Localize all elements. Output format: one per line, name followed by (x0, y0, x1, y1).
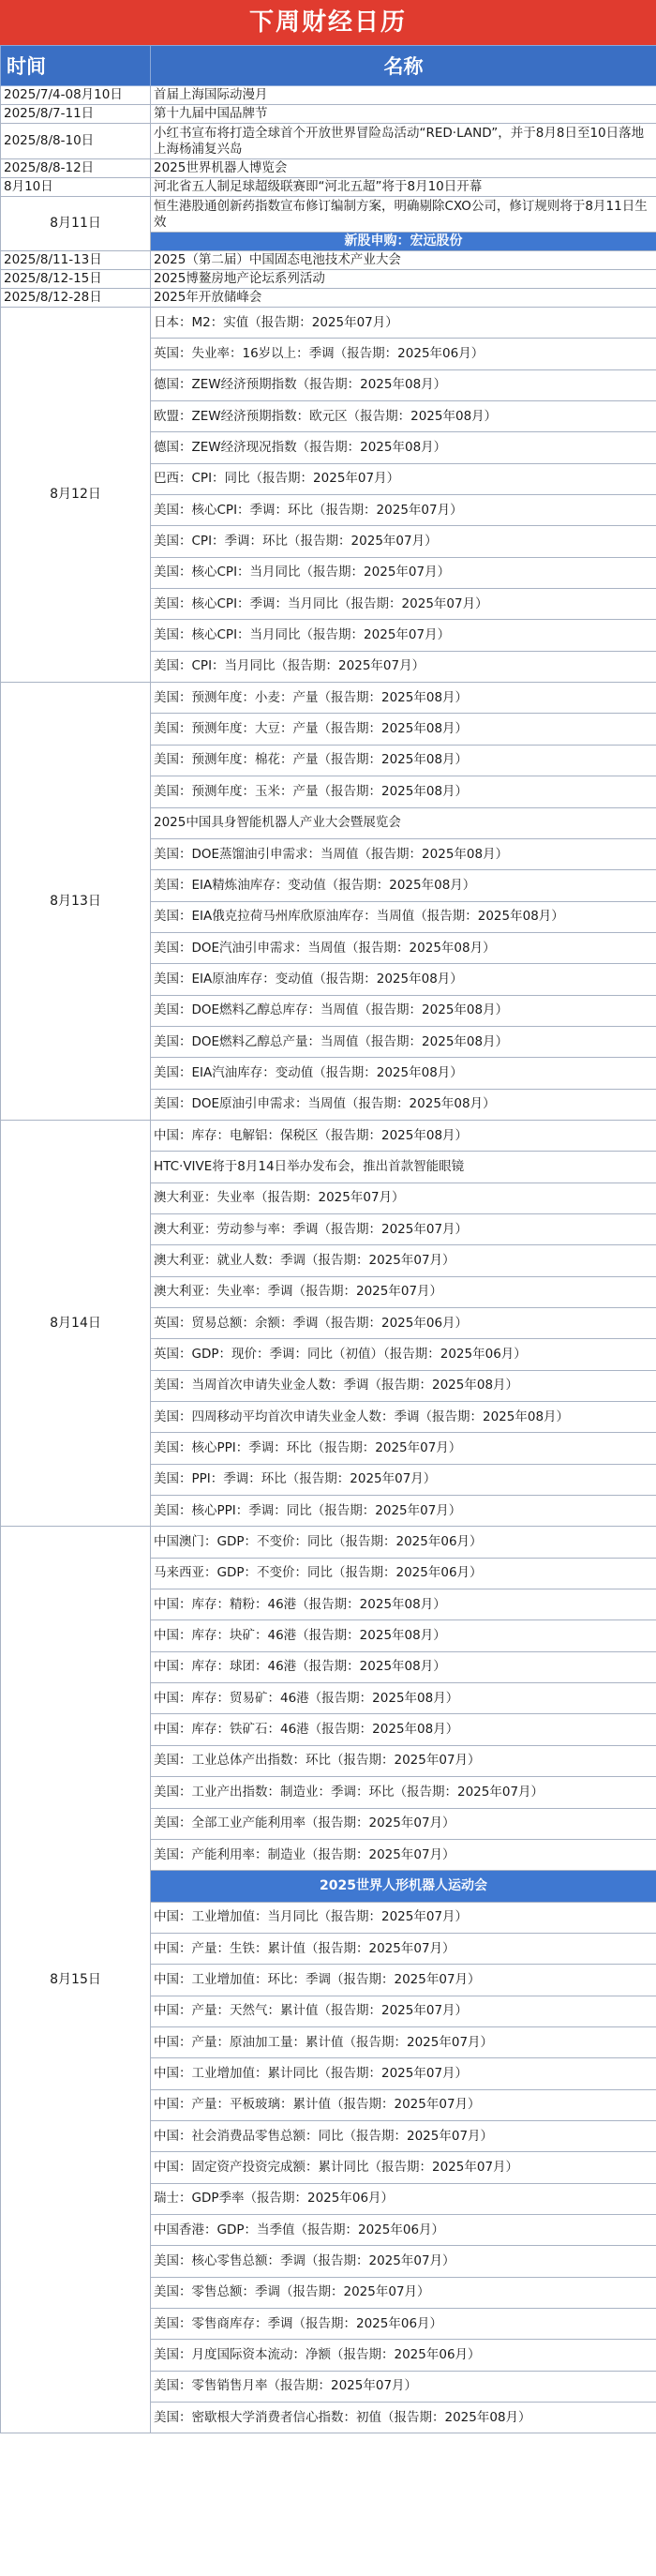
row-name: HTC·VIVE将于8月14日举办发布会，推出首款智能眼镜 (151, 1152, 656, 1183)
row-name: 巴西：CPI：同比（报告期：2025年07月） (151, 463, 656, 494)
row-name: 美国：EIA原油库存：变动值（报告期：2025年08月） (151, 964, 656, 995)
row-name: 美国：预测年度：小麦：产量（报告期：2025年08月） (151, 683, 656, 714)
row-name: 中国：工业增加值：累计同比（报告期：2025年07月） (151, 2058, 656, 2089)
row-name: 中国澳门：GDP：不变价：同比（报告期：2025年06月） (151, 1527, 656, 1558)
row-name: 德国：ZEW经济现况指数（报告期：2025年08月） (151, 432, 656, 463)
row-name: 美国：预测年度：大豆：产量（报告期：2025年08月） (151, 714, 656, 745)
row-time: 2025/8/7-11日 (1, 105, 151, 124)
row-name: 美国：DOE燃料乙醇总产量：当周值（报告期：2025年08月） (151, 1026, 656, 1057)
row-name: 美国：预测年度：玉米：产量（报告期：2025年08月） (151, 776, 656, 807)
row-name: 恒生港股通创新药指数宣布修订编制方案，明确剔除CXO公司，修订规则将于8月11日生效 (151, 197, 656, 233)
row-name: 美国：四周移动平均首次申请失业金人数：季调（报告期：2025年08月） (151, 1402, 656, 1433)
row-time: 2025/8/12-28日 (1, 289, 151, 308)
row-name: 美国：DOE蒸馏油引申需求：当周值（报告期：2025年08月） (151, 838, 656, 869)
table-row (1, 289, 656, 308)
banner-label: 新股申购：宏远股份 (151, 233, 656, 251)
row-name: 美国：DOE燃料乙醇总库存：当周值（报告期：2025年08月） (151, 995, 656, 1026)
row-name: 中国香港：GDP：当季值（报告期：2025年06月） (151, 2214, 656, 2245)
row-name: 美国：工业产出指数：制造业：季调：环比（报告期：2025年07月） (151, 1777, 656, 1808)
row-time: 2025/8/8-10日 (1, 124, 151, 159)
row-name: 小红书宣布将打造全球首个开放世界冒险岛活动“RED·LAND”，并于8月8日至10日落地上海杨浦复兴岛 (151, 124, 656, 159)
row-name: 美国：零售总额：季调（报告期：2025年07月） (151, 2277, 656, 2308)
row-name: 美国：核心零售总额：季调（报告期：2025年07月） (151, 2246, 656, 2277)
row-name: 美国：DOE原油引申需求：当周值（报告期：2025年08月） (151, 1089, 656, 1120)
row-name: 美国：PPI：季调：环比（报告期：2025年07月） (151, 1464, 656, 1495)
row-name: 澳大利亚：失业率：季调（报告期：2025年07月） (151, 1276, 656, 1307)
row-name: 马来西亚：GDP：不变价：同比（报告期：2025年06月） (151, 1558, 656, 1589)
row-name: 2025世界机器人博览会 (151, 159, 656, 178)
table-row (1, 178, 656, 197)
row-time: 8月10日 (1, 178, 151, 197)
table-row (1, 308, 656, 339)
row-name: 首届上海国际动漫月 (151, 86, 656, 105)
row-name: 2025年开放储峰会 (151, 289, 656, 308)
row-name: 中国：工业增加值：环比：季调（报告期：2025年07月） (151, 1965, 656, 1996)
row-name: 美国：核心CPI：季调：环比（报告期：2025年07月） (151, 495, 656, 526)
table-header-row (1, 46, 656, 86)
row-date: 8月14日 (1, 1120, 151, 1526)
row-name: 美国：核心CPI：当月同比（报告期：2025年07月） (151, 620, 656, 651)
row-time: 2025/8/11-13日 (1, 251, 151, 270)
row-time: 2025/8/12-15日 (1, 270, 151, 289)
row-name: 中国：产量：平板玻璃：累计值（报告期：2025年07月） (151, 2089, 656, 2120)
row-name: 美国：核心CPI：当月同比（报告期：2025年07月） (151, 557, 656, 588)
row-name: 美国：EIA精炼油库存：变动值（报告期：2025年08月） (151, 870, 656, 901)
row-name: 美国：全部工业产能利用率（报告期：2025年07月） (151, 1808, 656, 1839)
row-name: 美国：EIA俄克拉荷马州库欣原油库存：当周值（报告期：2025年08月） (151, 901, 656, 932)
row-name: 澳大利亚：失业率（报告期：2025年07月） (151, 1183, 656, 1213)
row-name: 中国：库存：贸易矿：46港（报告期：2025年08月） (151, 1683, 656, 1714)
table-row (1, 197, 656, 233)
row-date: 8月12日 (1, 308, 151, 683)
row-name: 美国：核心CPI：季调：当月同比（报告期：2025年07月） (151, 589, 656, 620)
row-name: 美国：核心PPI：季调：同比（报告期：2025年07月） (151, 1496, 656, 1527)
row-date: 8月13日 (1, 683, 151, 1121)
row-name: 美国：预测年度：棉花：产量（报告期：2025年08月） (151, 745, 656, 776)
row-name: 英国：GDP：现价：季调：同比（初值）（报告期：2025年06月） (151, 1339, 656, 1370)
page-title: 下周财经日历 (0, 0, 656, 45)
row-name: 2025博鳌房地产论坛系列活动 (151, 270, 656, 289)
table-row (1, 270, 656, 289)
row-name: 美国：工业总体产出指数：环比（报告期：2025年07月） (151, 1745, 656, 1776)
row-name: 美国：EIA汽油库存：变动值（报告期：2025年08月） (151, 1058, 656, 1089)
row-name: 英国：失业率：16岁以上：季调（报告期：2025年06月） (151, 339, 656, 369)
row-name: 英国：贸易总额：余额：季调（报告期：2025年06月） (151, 1308, 656, 1339)
row-name: 2025中国具身智能机器人产业大会暨展览会 (151, 807, 656, 838)
row-time: 2025/7/4-08月10日 (1, 86, 151, 105)
row-time: 2025/8/8-12日 (1, 159, 151, 178)
header-name: 名称 (151, 46, 656, 86)
row-date: 8月11日 (1, 197, 151, 251)
row-name: 美国：产能利用率：制造业（报告期：2025年07月） (151, 1839, 656, 1870)
row-name: 中国：库存：块矿：46港（报告期：2025年08月） (151, 1620, 656, 1651)
row-name: 第十九届中国品牌节 (151, 105, 656, 124)
banner-label: 2025世界人形机器人运动会 (151, 1871, 656, 1902)
row-name: 美国：密歇根大学消费者信心指数：初值（报告期：2025年08月） (151, 2403, 656, 2433)
row-name: 美国：核心PPI：季调：环比（报告期：2025年07月） (151, 1433, 656, 1464)
row-name: 中国：库存：球团：46港（报告期：2025年08月） (151, 1651, 656, 1682)
calendar-table (0, 45, 656, 2433)
table-row (1, 105, 656, 124)
table-row (1, 124, 656, 159)
row-name: 中国：工业增加值：当月同比（报告期：2025年07月） (151, 1902, 656, 1933)
row-name: 德国：ZEW经济预期指数（报告期：2025年08月） (151, 369, 656, 400)
row-name: 中国：库存：精粉：46港（报告期：2025年08月） (151, 1589, 656, 1620)
row-name: 美国：CPI：季调：环比（报告期：2025年07月） (151, 526, 656, 557)
row-name: 美国：零售商库存：季调（报告期：2025年06月） (151, 2309, 656, 2340)
row-date: 8月15日 (1, 1527, 151, 2433)
row-name: 美国：DOE汽油引申需求：当周值（报告期：2025年08月） (151, 932, 656, 963)
header-time: 时间 (1, 46, 151, 86)
table-body (1, 86, 656, 2433)
row-name: 中国：产量：天然气：累计值（报告期：2025年07月） (151, 1996, 656, 2026)
row-name: 美国：CPI：当月同比（报告期：2025年07月） (151, 651, 656, 682)
table-row (1, 159, 656, 178)
row-name: 中国：库存：铁矿石：46港（报告期：2025年08月） (151, 1714, 656, 1745)
table-row (1, 251, 656, 270)
row-name: 澳大利亚：劳动参与率：季调（报告期：2025年07月） (151, 1213, 656, 1244)
row-name: 2025（第二届）中国固态电池技术产业大会 (151, 251, 656, 270)
table-row (1, 1120, 656, 1151)
table-row (1, 1527, 656, 1558)
row-name: 美国：零售销售月率（报告期：2025年07月） (151, 2371, 656, 2402)
row-name: 中国：社会消费品零售总额：同比（报告期：2025年07月） (151, 2120, 656, 2151)
table-row (1, 683, 656, 714)
row-name: 澳大利亚：就业人数：季调（报告期：2025年07月） (151, 1245, 656, 1276)
row-name: 中国：产量：原油加工量：累计值（报告期：2025年07月） (151, 2026, 656, 2057)
row-name: 中国：产量：生铁：累计值（报告期：2025年07月） (151, 1933, 656, 1964)
row-name: 美国：月度国际资本流动：净额（报告期：2025年06月） (151, 2340, 656, 2371)
table-row (1, 86, 656, 105)
row-name: 美国：当周首次申请失业金人数：季调（报告期：2025年08月） (151, 1370, 656, 1401)
row-name: 日本：M2：实值（报告期：2025年07月） (151, 308, 656, 339)
row-name: 中国：库存：电解铝：保税区（报告期：2025年08月） (151, 1120, 656, 1151)
row-name: 瑞士：GDP季率（报告期：2025年06月） (151, 2183, 656, 2214)
row-name: 中国：固定资产投资完成额：累计同比（报告期：2025年07月） (151, 2152, 656, 2183)
row-name: 河北省五人制足球超级联赛即“河北五超”将于8月10日开幕 (151, 178, 656, 197)
row-name: 欧盟：ZEW经济预期指数：欧元区（报告期：2025年08月） (151, 401, 656, 432)
